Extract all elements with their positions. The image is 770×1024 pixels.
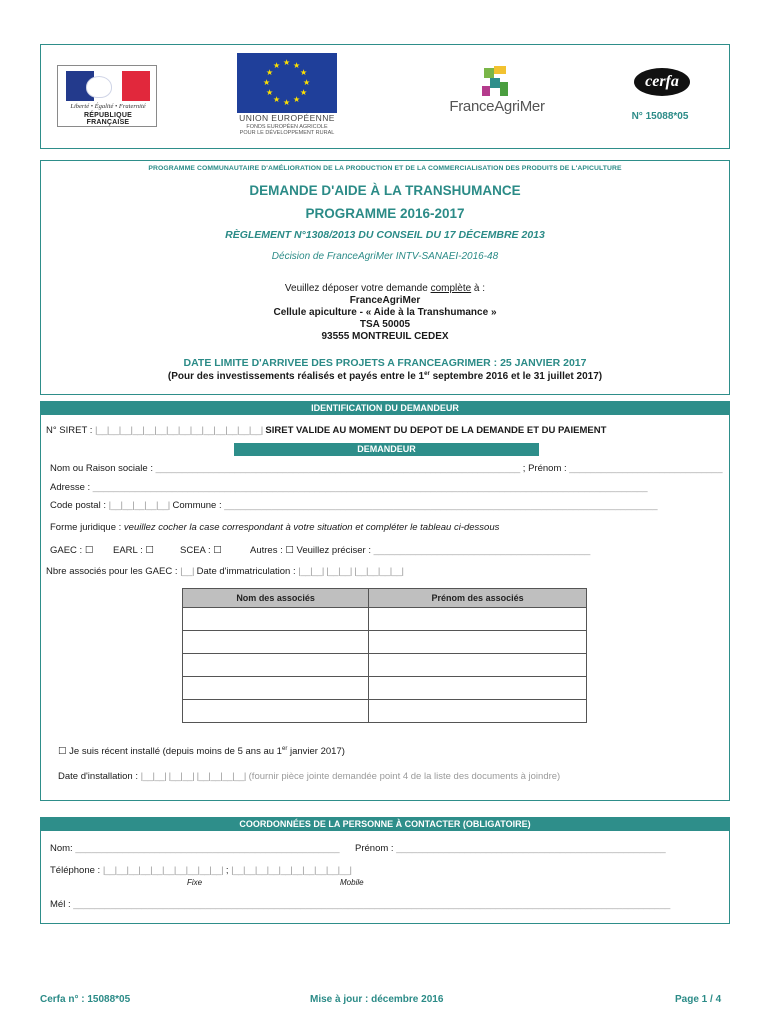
telephone-row: Téléphone : |__|__|__|__|__|__|__|__|__|__| ; |__|__|__|__|__|__|__|__|__|__|	[50, 865, 352, 876]
footer-update: Mise à jour : décembre 2016	[310, 994, 444, 1005]
col-nom-header: Nom des associés	[183, 589, 369, 608]
immatriculation-field[interactable]: |__|__| |__|__| |__|__|__|__|	[298, 566, 404, 577]
reglement-ref: RÈGLEMENT N°1308/2013 DU CONSEIL DU 17 DÉCEMBRE 2013	[225, 229, 545, 241]
cerfa-logo: cerfa	[634, 68, 690, 96]
address-line-4: 93555 MONTREUIL CEDEX	[321, 331, 449, 342]
autres-row	[250, 545, 590, 556]
table-row	[183, 631, 587, 654]
deadline: DATE LIMITE D'ARRIVEE DES PROJETS A FRANCEAGRIMER : 25 JANVIER 2017	[183, 357, 587, 369]
associe-nom-cell[interactable]	[183, 700, 369, 723]
footer-page: Page 1 / 4	[675, 994, 722, 1005]
earl-checkbox[interactable]: EARL : ☐	[113, 545, 154, 556]
marianne-icon	[66, 71, 150, 101]
franceagrimer-name: FranceAgriMer	[449, 98, 545, 115]
gaec-info-row: Nbre associés pour les GAEC : |__| Date d'immatriculation : |__|__| |__|__| |__|__|__|__|	[46, 566, 404, 577]
address-line-2: Cellule apiculture - « Aide à la Transhumance »	[273, 307, 497, 318]
table-row	[183, 700, 587, 723]
address-line-3: TSA 50005	[359, 319, 411, 330]
forme-juridique-row: Forme juridique : veuillez cocher la case correspondant à votre situation et compléter le tableau ci-dessous	[50, 522, 500, 533]
table-row	[183, 608, 587, 631]
contact-bar: COORDONNÉES DE LA PERSONNE À CONTACTER (OBLIGATOIRE)	[40, 817, 730, 831]
eu-fund: FONDS EUROPÉEN AGRICOLE POUR LE DÉVELOPPEMENT RURAL	[239, 124, 335, 136]
autres-field[interactable]: _________________________________________	[373, 545, 591, 556]
associe-nom-cell[interactable]	[183, 608, 369, 631]
rf-name: RÉPUBLIQUE FRANÇAISE	[84, 112, 132, 126]
date-installation-field[interactable]: |__|__| |__|__| |__|__|__|__|	[140, 771, 246, 782]
prenom-field[interactable]: _____________________________	[569, 463, 723, 474]
republique-francaise-logo	[57, 65, 157, 127]
telephone-mobile-field[interactable]: |__|__|__|__|__|__|__|__|__|__|	[231, 865, 352, 876]
associe-nom-cell[interactable]	[183, 677, 369, 700]
associe-prenom-cell[interactable]	[369, 677, 587, 700]
associe-nom-cell[interactable]	[183, 654, 369, 677]
table-row	[183, 677, 587, 700]
demandeur-bar: DEMANDEUR	[234, 443, 539, 456]
siret-field[interactable]: |__|__|__|__|__|__|__|__|__|__|__|__|__|__|	[95, 425, 263, 436]
mobile-label: Mobile	[340, 878, 364, 887]
contact-nom-field[interactable]: __________________________________________________	[75, 843, 340, 854]
scea-checkbox[interactable]: SCEA : ☐	[180, 545, 222, 556]
cp-row: Code postal : |__|__|__|__|__| Commune : __________________________________________________________________________________	[50, 500, 658, 511]
associe-nom-cell[interactable]	[183, 631, 369, 654]
mel-row: Mél : _________________________________________________________________________________________________________________	[50, 899, 671, 910]
franceagrimer-logo-icon	[480, 66, 510, 98]
rf-motto: Liberté • Égalité • Fraternité	[70, 103, 146, 110]
adresse-field[interactable]: _________________________________________________________________________________________________________	[92, 482, 648, 493]
investment-period: (Pour des investissements réalisés et payés entre le 1er septembre 2016 et le 31 juillet 2017)	[167, 371, 603, 382]
installation-row: Date d'installation : |__|__| |__|__| |__|__|__|__| (fournir pièce jointe demandée point 4 de la liste des documents à joindre)	[58, 771, 561, 782]
commune-field[interactable]: __________________________________________________________________________________	[224, 500, 658, 511]
associe-prenom-cell[interactable]	[369, 654, 587, 677]
cerfa-number: N° 15088*05	[631, 111, 689, 122]
associes-table	[182, 588, 587, 723]
associe-prenom-cell[interactable]	[369, 700, 587, 723]
identification-bar: IDENTIFICATION DU DEMANDEUR	[40, 401, 730, 415]
code-postal-field[interactable]: |__|__|__|__|__|	[108, 500, 170, 511]
telephone-fixe-field[interactable]: |__|__|__|__|__|__|__|__|__|__|	[102, 865, 224, 876]
eu-name: UNION EUROPÉENNE	[239, 113, 335, 123]
recent-installe-checkbox[interactable]: ☐ Je suis récent installé (depuis moins de 5 ans au 1er janvier 2017)	[58, 746, 345, 757]
associe-prenom-cell[interactable]	[369, 631, 587, 654]
programme-line: PROGRAMME COMMUNAUTAIRE D'AMÉLIORATION DE LA PRODUCTION ET DE LA COMMERCIALISATION DES PRODUITS DE L'APICULTURE	[148, 165, 622, 172]
contact-nom-row: Nom: __________________________________________________	[50, 843, 340, 854]
col-prenom-header: Prénom des associés	[369, 589, 587, 608]
footer-cerfa: Cerfa n° : 15088*05	[40, 994, 131, 1005]
siret-row: N° SIRET : |__|__|__|__|__|__|__|__|__|__|__|__|__|__| SIRET VALIDE AU MOMENT DU DEPOT DE LA DEMANDE ET DU PAIEMENT	[46, 425, 607, 436]
nom-row: Nom ou Raison sociale : _____________________________________________________________________ ; Prénom : _____________________________	[50, 463, 723, 474]
decision-ref: Décision de FranceAgriMer INTV-SANAEI-2016-48	[271, 251, 499, 262]
programme-years: PROGRAMME 2016-2017	[305, 206, 465, 221]
address-line-1: FranceAgriMer	[349, 295, 421, 306]
table-row	[183, 654, 587, 677]
mel-field[interactable]: _________________________________________________________________________________________________________________	[73, 899, 671, 910]
contact-prenom-field[interactable]: ___________________________________________________	[396, 843, 666, 854]
gaec-checkbox[interactable]: GAEC : ☐	[50, 545, 94, 556]
eu-flag-icon: ★ ★ ★ ★ ★ ★ ★ ★ ★ ★ ★ ★	[237, 53, 337, 113]
fixe-label: Fixe	[187, 878, 203, 887]
contact-prenom-row: Prénom : ___________________________________________________	[355, 843, 666, 854]
depot-instruction: Veuillez déposer votre demande complète à :	[284, 283, 486, 294]
adresse-row: Adresse : _________________________________________________________________________________________________________	[50, 482, 648, 493]
nbre-associes-field[interactable]: |__|	[180, 566, 195, 577]
autres-checkbox[interactable]: Autres : ☐ Veuillez préciser :	[250, 545, 374, 556]
nom-field[interactable]: _____________________________________________________________________	[155, 463, 521, 474]
associe-prenom-cell[interactable]	[369, 608, 587, 631]
form-title: DEMANDE D'AIDE À LA TRANSHUMANCE	[249, 183, 521, 198]
